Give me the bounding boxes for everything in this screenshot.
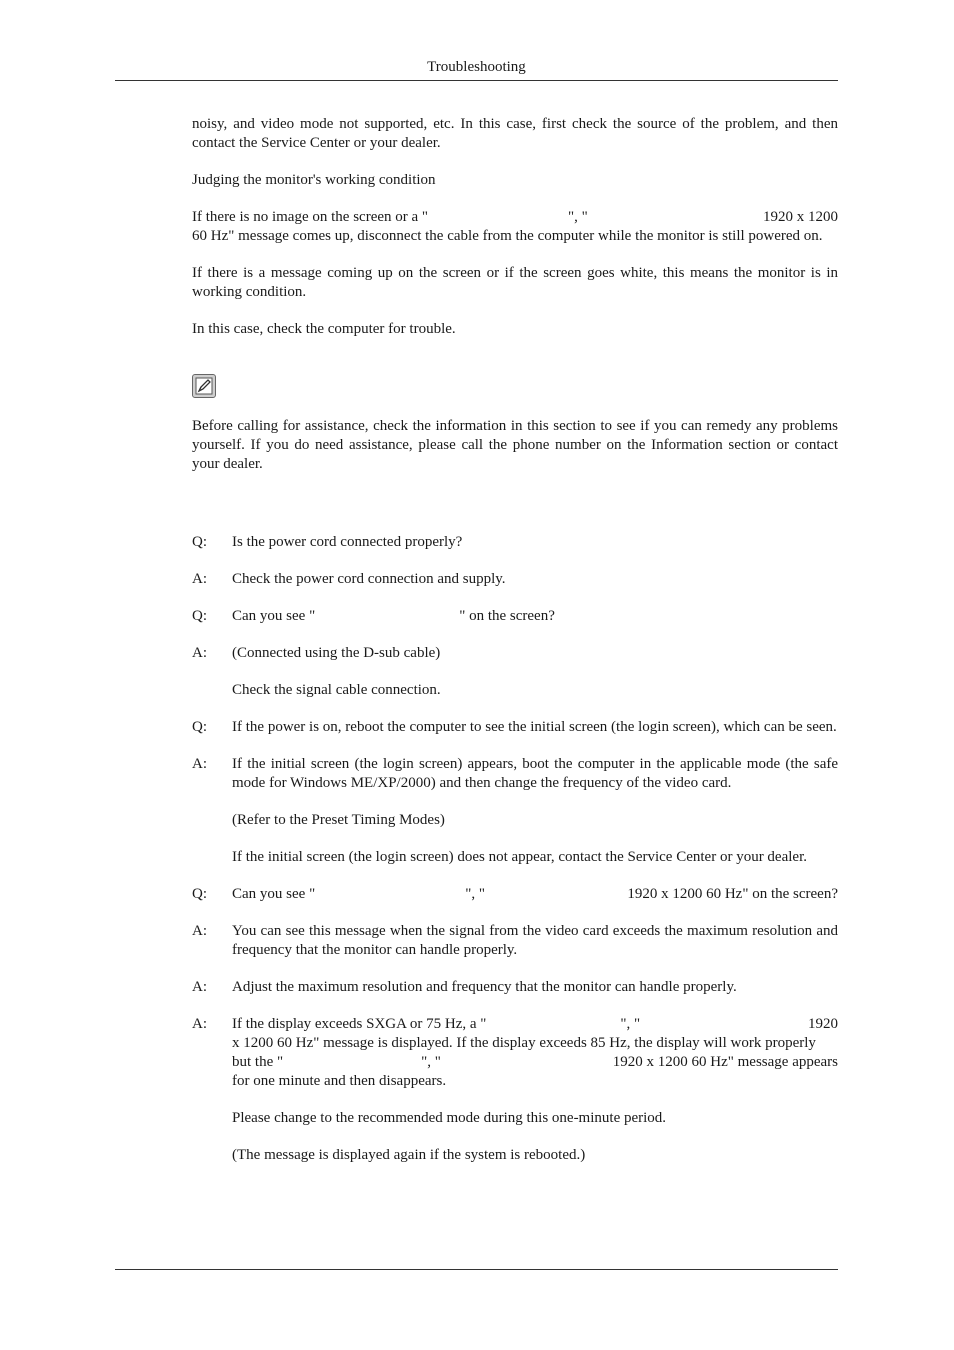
note-text: Before calling for assistance, check the information in this section to see if you can remedy any problems yourself. If you do need assistance, please call the phone number on the Information section or contact your dealer.: [192, 418, 838, 472]
a-label: A:: [192, 645, 207, 661]
text-segment: 60 Hz" message comes up, disconnect the cable from the computer while the monitor is still powered on.: [192, 228, 823, 244]
a-label: A:: [192, 571, 207, 587]
a-text: Check the power cord connection and supply.: [232, 571, 506, 587]
qa-answer-2-continued: Check the signal cable connection.: [232, 682, 441, 698]
a-label: A:: [192, 756, 207, 772]
q-label: Q:: [192, 719, 207, 735]
qa-question-3: [192, 718, 838, 737]
q-text: Is the power cord connected properly?: [232, 534, 463, 550]
qa-answer-1: [192, 570, 838, 589]
text-segment: ", ": [465, 886, 485, 902]
text-segment: 1920 x 1200 60 Hz" on the screen?: [627, 886, 838, 902]
qa-answer-2: [192, 644, 838, 663]
text-segment: Can you see ": [232, 886, 316, 902]
text-segment: 1920 x 1200 60 Hz" message appears: [612, 1054, 838, 1070]
note-block: [192, 374, 838, 474]
text-segment: If there is no image on the screen or a ": [192, 209, 429, 225]
qa-answer-6: [192, 1015, 838, 1091]
text-segment: ", ": [568, 209, 588, 225]
qa-answer-3-continued: If the initial screen (the login screen) does not appear, contact the Service Center or your dealer.: [232, 849, 807, 865]
text-segment: 1920 x 1200: [763, 209, 838, 225]
q-label: Q:: [192, 534, 207, 550]
text-segment: 1920: [808, 1016, 838, 1032]
a-label: A:: [192, 923, 207, 939]
text-segment: ", ": [421, 1054, 441, 1070]
text-segment: " on the screen?: [459, 608, 555, 624]
qa-answer-5: [192, 978, 838, 997]
qa-answer-6-recommend: Please change to the recommended mode during this one-minute period.: [232, 1110, 667, 1126]
header-rule: [115, 80, 838, 81]
intro-paragraph-3: [192, 208, 838, 246]
qa-answer-6-reboot: (The message is displayed again if the system is rebooted.): [232, 1147, 586, 1163]
text-segment: Can you see ": [232, 608, 316, 624]
intro-paragraph-4: If there is a message coming up on the screen or if the screen goes white, this means the monitor is in working condition.: [192, 265, 838, 300]
note-pencil-icon: [192, 374, 216, 398]
text-segment: If the display exceeds SXGA or 75 Hz, a ": [232, 1016, 487, 1032]
text-segment: for one minute and then disappears.: [232, 1073, 447, 1089]
a-text: You can see this message when the signal from the video card exceeds the maximum resolution and frequency that the monitor can handle properly.: [232, 923, 838, 958]
qa-question-4: [192, 885, 838, 904]
a-text: (Connected using the D-sub cable): [232, 645, 441, 661]
intro-paragraph-1: noisy, and video mode not supported, etc. In this case, first check the source of the problem, and then contact the Service Center or your dealer.: [192, 116, 838, 151]
q-label: Q:: [192, 608, 207, 624]
qa-question-1: [192, 533, 838, 552]
a-text: Adjust the maximum resolution and frequency that the monitor can handle properly.: [232, 979, 737, 995]
text-segment: x 1200 60 Hz" message is displayed. If the display exceeds 85 Hz, the display will work properly: [232, 1035, 816, 1051]
a-label: A:: [192, 1016, 207, 1032]
page-header: Troubleshooting: [427, 59, 526, 75]
qa-answer-4: [192, 922, 838, 960]
q-label: Q:: [192, 886, 207, 902]
text-segment: ", ": [620, 1016, 641, 1032]
intro-paragraph-2: Judging the monitor's working condition: [192, 172, 436, 188]
a-text: If the initial screen (the login screen) appears, boot the computer in the applicable mode (the safe mode for Windows ME/XP/2000) and then change the frequency of the video card.: [232, 756, 838, 791]
qa-answer-3: [192, 755, 838, 793]
qa-answer-3-refer: (Refer to the Preset Timing Modes): [232, 812, 445, 828]
q-text: If the power is on, reboot the computer to see the initial screen (the login screen), which can be seen.: [232, 719, 837, 735]
text-segment: but the ": [232, 1054, 284, 1070]
footer-rule: [115, 1269, 838, 1270]
a-label: A:: [192, 979, 207, 995]
intro-paragraph-5: In this case, check the computer for trouble.: [192, 321, 456, 337]
page-body: [192, 115, 838, 1165]
qa-question-2: [192, 607, 838, 626]
